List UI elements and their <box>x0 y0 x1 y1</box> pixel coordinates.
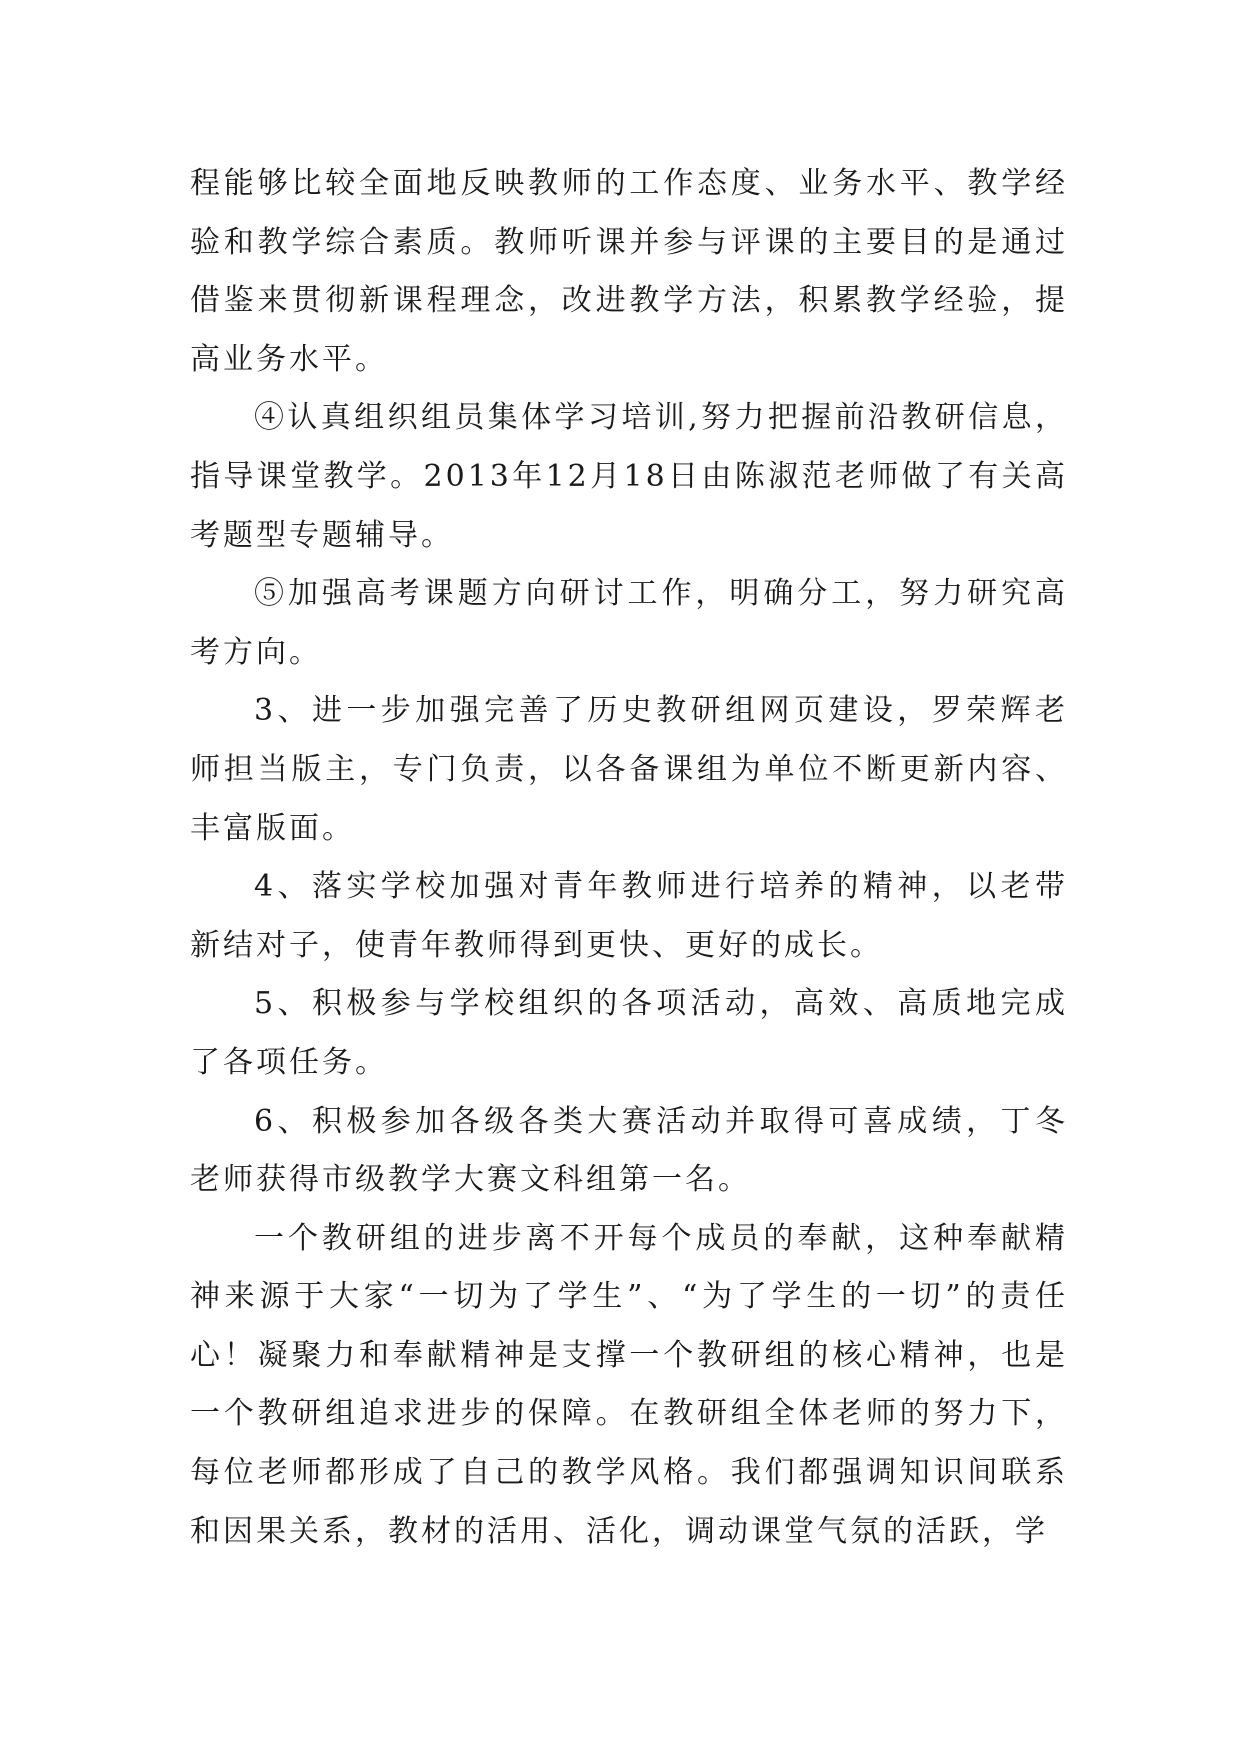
paragraph-item-4: ④认真组织组员集体学习培训,努力把握前沿教研信息，指导课堂教学。2013年12月18日由陈淑范老师做了有关高考题型专题辅导。 <box>190 400 1068 553</box>
paragraph-point-6: 6、积极参加各级各类大赛活动并取得可喜成绩，丁冬老师获得市级教学大赛文科组第一名。 <box>190 1103 1068 1198</box>
paragraph-point-3: 3、进一步加强完善了历史教研组网页建设，罗荣辉老师担当版主，专门负责，以各备课组为单位不断更新内容、丰富版面。 <box>190 693 1068 846</box>
paragraph-item-5: ⑤加强高考课题方向研讨工作，明确分工，努力研究高考方向。 <box>190 576 1068 670</box>
paragraph-summary: 一个教研组的进步离不开每个成员的奉献，这种奉献精神来源于大家“一切为了学生”、“为了学生的一切”的责任心！凝聚力和奉献精神是支撑一个教研组的核心精神，也是一个教研组追求进步的保障。在教研组全体老师的努力下，每位老师都形成了自己的教学风格。我们都强调知识间联系和因果关系，教材的活用、活化，调动课堂气氛的活跃，学 <box>190 1220 1068 1549</box>
document-body <box>190 155 1068 1561</box>
paragraph-point-4: 4、落实学校加强对青年教师进行培养的精神，以老带新结对子，使青年教师得到更快、更好的成长。 <box>190 869 1068 963</box>
paragraph-point-5: 5、积极参与学校组织的各项活动，高效、高质地完成了各项任务。 <box>190 986 1068 1080</box>
paragraph-continuation: 程能够比较全面地反映教师的工作态度、业务水平、教学经验和教学综合素质。教师听课并参与评课的主要目的是通过借鉴来贯彻新课程理念，改进教学方法，积累教学经验，提高业务水平。 <box>190 166 1068 377</box>
